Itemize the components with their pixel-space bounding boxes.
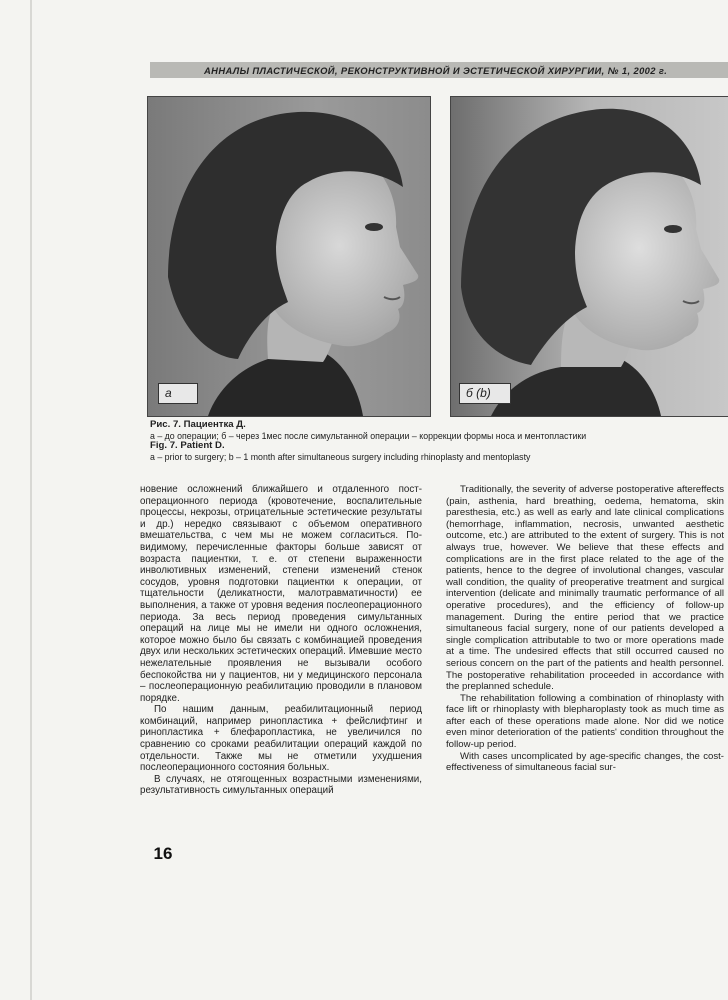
- page-edge-shadow: [30, 0, 32, 1000]
- caption-ru-text: а – до операции; б – через 1мес после симультанной операции – коррекции формы носа и ментопластики: [150, 430, 587, 441]
- english-text-column: [446, 484, 724, 774]
- photo-b-image: [451, 97, 728, 416]
- figure-caption: [150, 420, 728, 462]
- en-paragraph-1: Traditionally, the severity of adverse postoperative aftereffects (pain, asthenia, hard breathing, oedema, hematoma, skin paresthesia, etc.) as well as early and late clinical complications (hemorrhage, inflammation, necrosis, unwanted aesthetic outcome, etc.) are attributed to the extent of surgery. This is not always true, however. We believe that these effects and complications are in the first place related to the age of the patients, hence to the degree of involutional changes, vascular wall condition, the quality of preoperative treatment and surgical intervention (delicate and minimally traumatic performance of all operative procedures), and the efficiency of follow-up management. During the entire period that we practice simultaneous facial surgery, none of our patients developed a single complication attributable to two or more operations made at a time. The undesired effects that still occurred caused no serious concern on the part of the patients and health personnel. The postoperative rehabilitation proceeded in accordance with the preplanned schedule.: [446, 484, 724, 693]
- running-title: АННАЛЫ ПЛАСТИЧЕСКОЙ, РЕКОНСТРУКТИВНОЙ И ЭСТЕТИЧЕСКОЙ ХИРУРГИИ, № 1, 2002 г.: [204, 64, 668, 76]
- caption-en-text: a – prior to surgery; b – 1 month after simultaneous surgery including rhinoplasty and mentoplasty: [150, 451, 531, 462]
- photo-label-b: б (b): [459, 383, 511, 404]
- photo-a-image: [148, 97, 430, 416]
- en-paragraph-2: The rehabilitation following a combination of rhinoplasty with face lift or rhinoplasty with blepharoplasty took as much time as after each of these operations made alone. Nor did we notice even minor deterioration of the patients' condition throughout the follow-up period.: [446, 692, 724, 751]
- photo-before-surgery: [147, 96, 431, 417]
- en-paragraph-3: With cases uncomplicated by age-specific changes, the cost-effectiveness of simultaneous facial sur-: [446, 750, 724, 774]
- caption-en-title: Fig. 7. Patient D.: [150, 440, 225, 452]
- photo-after-surgery: [450, 96, 728, 417]
- ru-paragraph-2: По нашим данным, реабилитационный период комбинаций, например ринопластика + фейслифтинг и ринопластика + блефаропластика, не увеличился по сравнению со сроками реабилитации операций каждой по отдельности. Также мы не отметили ухудшения послеоперационного состояния больных.: [140, 704, 422, 774]
- ru-paragraph-3: В случаях, не отягощенных возрастными изменениями, результативность симультанных операций: [140, 773, 422, 797]
- running-header: [150, 62, 728, 78]
- caption-ru-title: Рис. 7. Пациентка Д.: [150, 419, 246, 430]
- russian-text-column: [140, 484, 422, 797]
- page-number: 16: [153, 844, 173, 863]
- photo-label-a: а: [158, 383, 198, 404]
- ru-paragraph-1: новение осложнений ближайшего и отдаленного пост-операционного периода (кровотечение, воспалительные процессы, некрозы, отрицательные эстетические результаты и др.) нередко связывают с объемом оперативного вмешательства, с чем мы не можем согласиться. По-видимому, перечисленные факторы больше зависят от возраста пациентки, т. е. от степени выраженности инволютивных изменений, степени изменений стенок сосудов, уровня подготовки пациентки к операции, от тщательности (деликатности, малотравматичности) ее выполнения, а также от уровня ведения послеоперационного периода. За весь период проведения симультанных операций на лице мы не имели ни одного осложнения, которое можно было бы связать с комбинацией проведения двух или нескольких эстетических операций. Имевшие место нежелательные проявления не вызывали особого беспокойства ни у пациентов, ни у медицинского персонала – послеоперационную реабилитацию проводили в плановом порядке.: [140, 484, 422, 704]
